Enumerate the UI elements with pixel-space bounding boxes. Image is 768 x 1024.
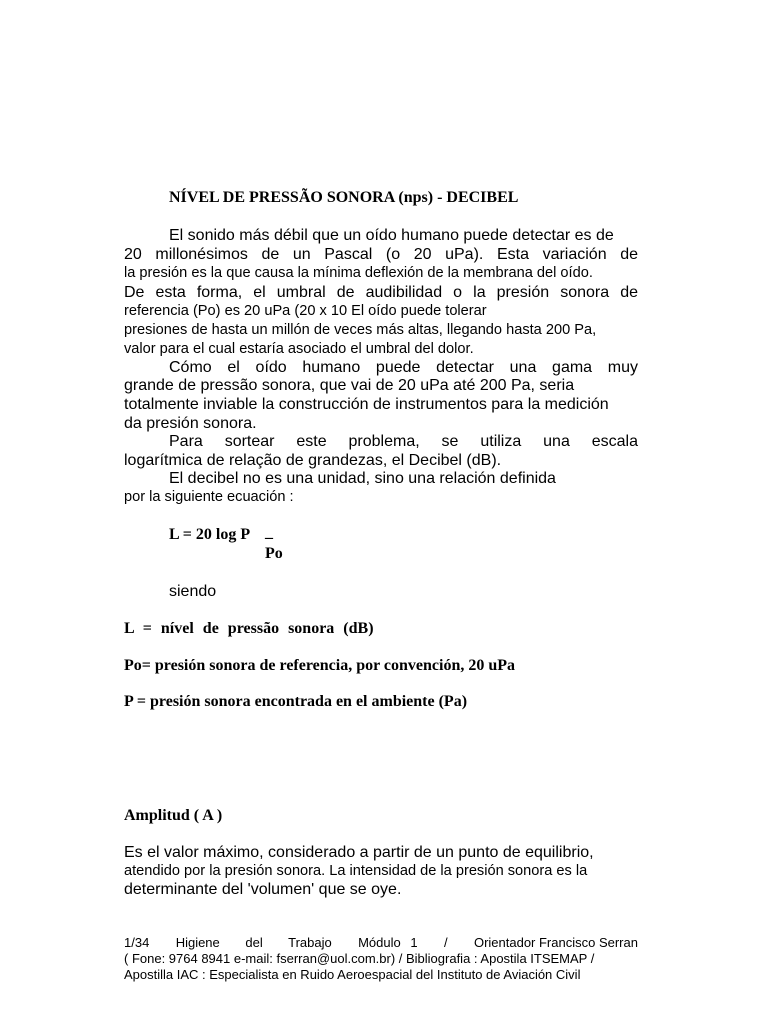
paragraph-line: El decibel no es una unidad, sino una relación definida [169, 470, 556, 487]
formula-denominator: Po [265, 545, 283, 562]
paragraph-line: logarítmica de relação de grandezas, el Decibel (dB). [124, 452, 502, 469]
amplitude-line: determinante del 'volumen' que se oye. [124, 881, 402, 898]
paragraph-line: da presión sonora. [124, 415, 257, 432]
paragraph-line: Cómo el oído humano puede detectar una gama muy [169, 359, 638, 376]
footer-line-1 [124, 935, 638, 950]
amplitude-line: Es el valor máximo, considerado a partir de un punto de equilibrio, [124, 844, 594, 861]
paragraph-line: presiones de hasta un millón de veces más altas, llegando hasta 200 Pa, [124, 322, 597, 338]
paragraph-line: la presión es la que causa la mínima deflexión de la membrana del oído. [124, 265, 593, 281]
paragraph-line: totalmente inviable la construcción de instrumentos para la medición [124, 396, 609, 413]
formula-lhs: L = 20 log P [169, 526, 251, 543]
amplitude-heading: Amplitud ( A ) [124, 807, 223, 824]
siendo-label: siendo [169, 583, 217, 600]
paragraph-line: El sonido más débil que un oído humano puede detectar es de [169, 227, 614, 244]
footer-author: Orientador Francisco Serran [473, 935, 638, 950]
paragraph-line: por la siguiente ecuación : [124, 489, 294, 505]
amplitude-line: atendido por la presión sonora. La intensidad de la presión sonora es la [124, 863, 588, 879]
page-title: NÍVEL DE PRESSÃO SONORA (nps) - DECIBEL [169, 189, 519, 206]
definition-po: Po= presión sonora de referencia, por convención, 20 uPa [124, 657, 516, 674]
footer-line-2: ( Fone: 9764 8941 e-mail: fserran@uol.com.br) / Bibliografia : Apostila ITSEMAP / [124, 951, 595, 966]
footer-page-number: 1/34 [124, 935, 150, 950]
footer-subject: Higiene del Trabajo [175, 935, 332, 950]
footer-line-3: Apostilla IAC : Especialista en Ruido Aeroespacial del Instituto de Aviación Civil [124, 967, 581, 982]
paragraph-line: referencia (Po) es 20 uPa (20 x 10 El oído puede tolerar [124, 303, 487, 319]
formula-fraction-bar: _ [265, 524, 273, 541]
footer-separator: / [443, 935, 448, 950]
definition-l: L = nível de pressão sonora (dB) [124, 620, 374, 637]
definition-p: P = presión sonora encontrada en el ambiente (Pa) [124, 693, 468, 710]
paragraph-line: valor para el cual estaría asociado el umbral del dolor. [124, 341, 474, 357]
paragraph-line: Para sortear este problema, se utiliza una escala [169, 433, 638, 450]
paragraph-line: 20 millonésimos de un Pascal (o 20 uPa). Esta variación de [124, 246, 638, 263]
footer-module: Módulo 1 [358, 935, 418, 950]
paragraph-line: grande de pressão sonora, que vai de 20 uPa até 200 Pa, seria [124, 377, 575, 394]
paragraph-line: De esta forma, el umbral de audibilidad o la presión sonora de [124, 284, 638, 301]
